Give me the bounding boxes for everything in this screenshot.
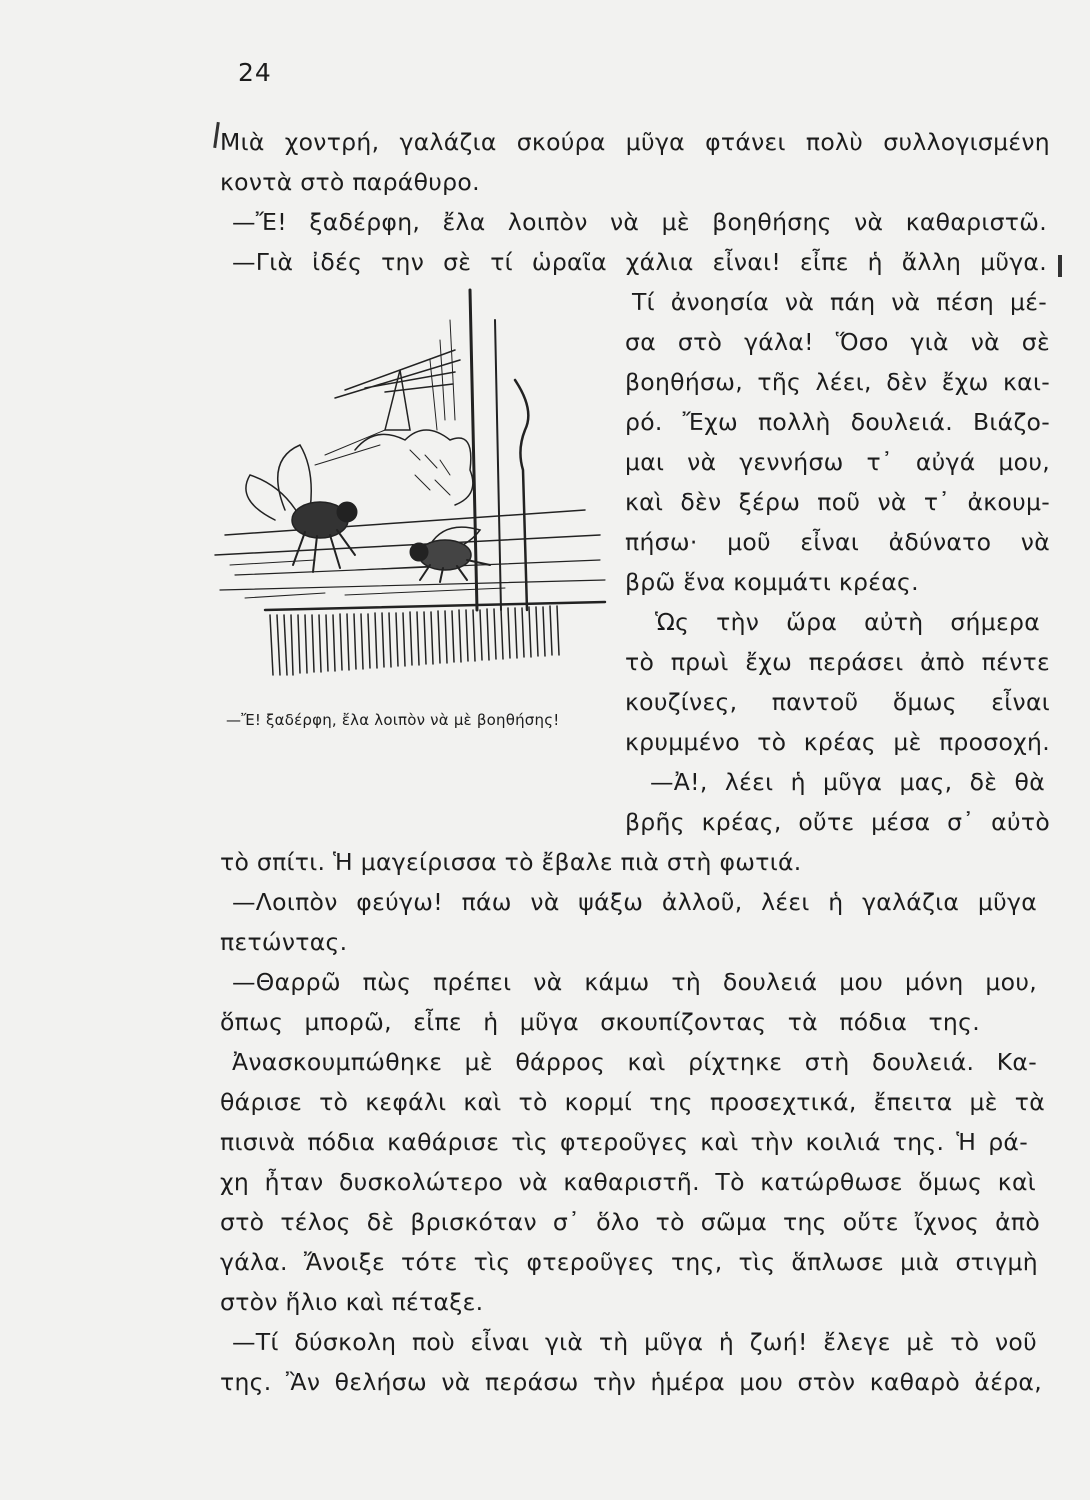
text-line: της. Ἂν θελήσω νὰ περάσω τὴν ἡμέρα μου στὸν καθαρὸ ἀέρα, bbox=[220, 1368, 1042, 1396]
text-line: κοντὰ στὸ παράθυρο. bbox=[220, 168, 480, 196]
text-line: πετώντας. bbox=[220, 928, 348, 956]
text-line: βρῆς κρέας, οὔτε μέσα σ᾽ αὐτὸ bbox=[625, 808, 1050, 836]
text-line: τὸ σπίτι. Ἡ μαγείρισσα τὸ ἔβαλε πιὰ στὴ φωτιά. bbox=[220, 848, 802, 876]
text-line: κρυμμένο τὸ κρέας μὲ προσοχή. bbox=[625, 728, 1050, 756]
page-number: 24 bbox=[238, 58, 272, 87]
text-line: μαι νὰ γεννήσω τ᾽ αὐγά μου, bbox=[625, 448, 1050, 476]
text-line: στὸν ἥλιο καὶ πέταξε. bbox=[220, 1288, 484, 1316]
illustration-caption: —Ἔ! ξαδέρφη, ἔλα λοιπὸν νὰ μὲ βοηθήσης! bbox=[226, 711, 560, 729]
flies-illustration bbox=[205, 280, 620, 700]
margin-mark bbox=[213, 122, 220, 148]
text-line: τὸ πρωὶ ἔχω περάσει ἀπὸ πέντε bbox=[625, 648, 1050, 676]
text-line: ὅπως μπορῶ, εἶπε ἡ μῦγα σκουπίζοντας τὰ πόδια της. bbox=[220, 1008, 980, 1036]
text-line: —Θαρρῶ πὼς πρέπει νὰ κάμω τὴ δουλειά μου μόνη μου, bbox=[232, 968, 1037, 996]
text-line: Μιὰ χοντρή, γαλάζια σκούρα μῦγα φτάνει πολὺ συλλογισμένη bbox=[220, 128, 1050, 156]
text-line: πισινὰ πόδια καθάρισε τὶς φτεροῦγες καὶ τὴν κοιλιά της. Ἡ ρά- bbox=[220, 1128, 1028, 1156]
text-line: —Ἀ!, λέει ἡ μῦγα μας, δὲ θὰ bbox=[650, 768, 1045, 796]
text-line: βρῶ ἕνα κομμάτι κρέας. bbox=[625, 568, 919, 596]
text-line: —Λοιπὸν φεύγω! πάω νὰ ψάξω ἀλλοῦ, λέει ἡ γαλάζια μῦγα bbox=[232, 888, 1037, 916]
text-line: Τί ἀνοησία νὰ πάη νὰ πέση μέ- bbox=[632, 288, 1047, 316]
text-line: στὸ τέλος δὲ βρισκόταν σ᾽ ὅλο τὸ σῶμα της οὔτε ἴχνος ἀπὸ bbox=[220, 1208, 1040, 1236]
text-line: Ἀνασκουμπώθηκε μὲ θάρρος καὶ ρίχτηκε στὴ δουλειά. Κα- bbox=[232, 1048, 1037, 1076]
text-line: —Τί δύσκολη ποὺ εἶναι γιὰ τὴ μῦγα ἡ ζωή! ἔλεγε μὲ τὸ νοῦ bbox=[232, 1328, 1037, 1356]
text-line: Ὡς τὴν ὥρα αὐτὴ σήμερα bbox=[655, 608, 1040, 636]
text-line: θάρισε τὸ κεφάλι καὶ τὸ κορμί της προσεχτικά, ἔπειτα μὲ τὰ bbox=[220, 1088, 1045, 1116]
text-line: πήσω· μοῦ εἶναι ἀδύνατο νὰ bbox=[625, 528, 1050, 556]
text-line: —Ἔ! ξαδέρφη, ἔλα λοιπὸν νὰ μὲ βοηθήσης νὰ καθαριστῶ. bbox=[232, 208, 1047, 236]
text-line: χη ἦταν δυσκολώτερο νὰ καθαριστῆ. Τὸ κατώρθωσε ὅμως καὶ bbox=[220, 1168, 1036, 1196]
text-line: γάλα. Ἄνοιξε τότε τὶς φτεροῦγες της, τὶς ἅπλωσε μιὰ στιγμὴ bbox=[220, 1248, 1038, 1276]
margin-mark bbox=[1058, 255, 1062, 277]
text-line: ρό. Ἔχω πολλὴ δουλειά. Βιάζο- bbox=[625, 408, 1050, 436]
text-line: —Γιὰ ἰδές την σὲ τί ὡραῖα χάλια εἶναι! εἶπε ἡ ἄλλη μῦγα. bbox=[232, 248, 1047, 276]
text-line: βοηθήσω, τῆς λέει, δὲν ἔχω και- bbox=[625, 368, 1050, 396]
text-line: καὶ δὲν ξέρω ποῦ νὰ τ᾽ ἀκουμ- bbox=[625, 488, 1050, 516]
text-line: σα στὸ γάλα! Ὅσο γιὰ νὰ σὲ bbox=[625, 328, 1050, 356]
text-line: κουζίνες, παντοῦ ὅμως εἶναι bbox=[625, 688, 1050, 716]
